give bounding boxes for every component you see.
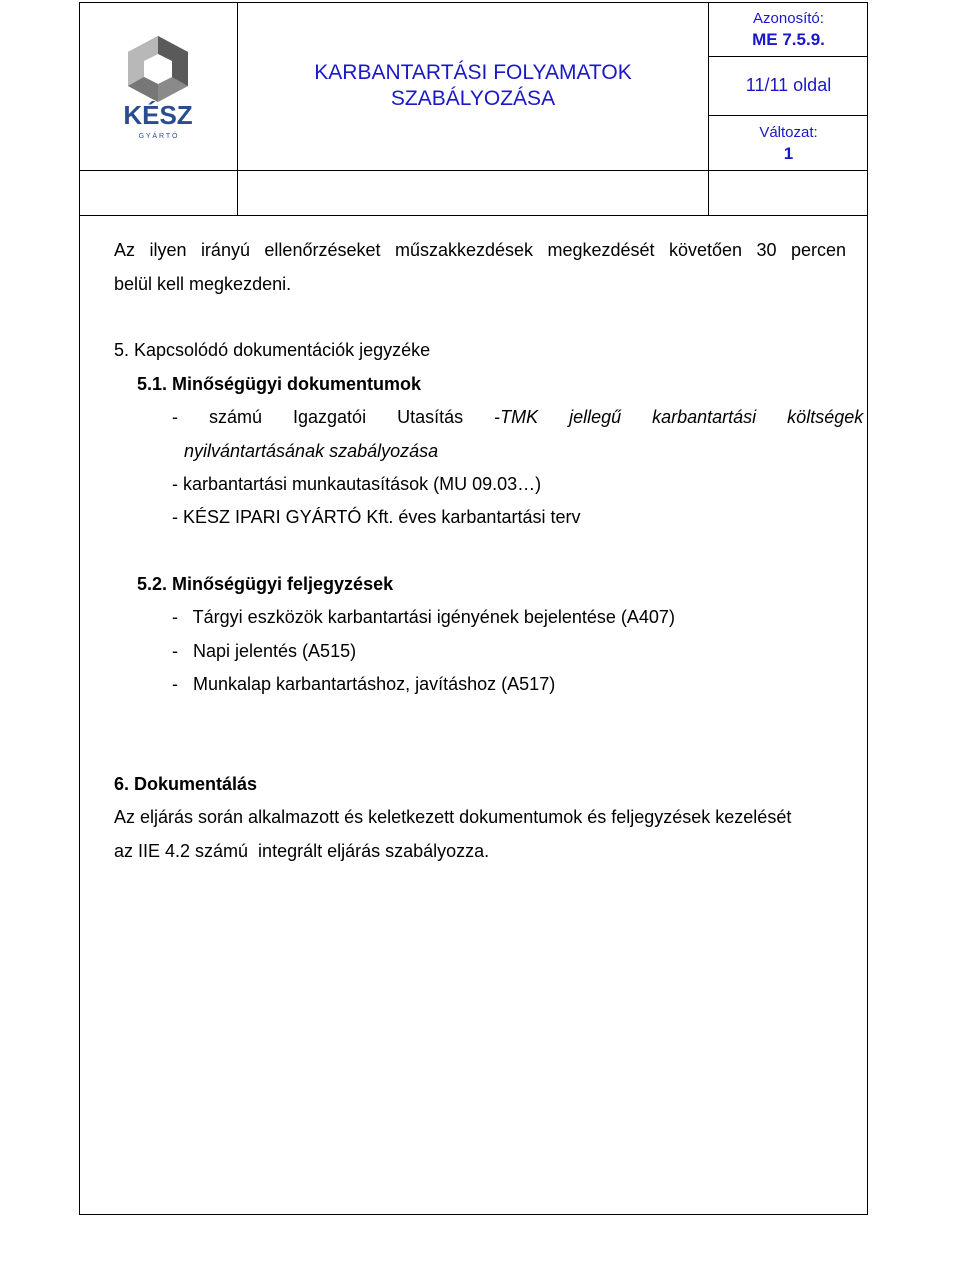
header-cell-line-1 [708,56,868,57]
section-5-2-item-2: - Napi jelentés (A515) [172,641,357,661]
section-5-heading: 5. Kapcsolódó dokumentációk jegyzéke [114,340,431,360]
section-5-1-item-1-cont: nyilvántartásának szabályozása [184,441,439,461]
page-number: 11/11 oldal [745,75,832,95]
section-5-1-item-3: - KÉSZ IPARI GYÁRTÓ Kft. éves karbantartási terv [172,507,581,527]
document-title [238,60,708,112]
section-5-1-item-1 [172,406,864,428]
header-cell-line-2 [708,115,868,116]
section-5-2-item-1: - Tárgyi eszközök karbantartási igényének bejelentése (A407) [172,607,675,627]
section-6-line-1: Az eljárás során alkalmazott és keletkezett dokumentumok és feljegyzések kezelését [114,807,792,827]
intro-line-1: Az ilyen irányú ellenőrzéseket műszakkezdések megkezdését követően 30 percen [114,240,846,260]
version-label: Változat: [759,124,818,141]
kesz-logo-icon [108,24,208,144]
logo-text: KÉSZ [123,100,193,130]
logo-subtext: G Y Á R T Ó [138,133,178,140]
header-row-line [79,170,868,171]
title-line-2: SZABÁLYOZÁSA [390,87,556,110]
title-line-1: KARBANTARTÁSI FOLYAMATOK [314,61,632,84]
id-value: ME 7.5.9. [752,30,825,49]
item-1-italic: TMK jellegű karbantartási költségek [500,407,864,427]
section-6-heading: 6. Dokumentálás [114,774,258,794]
version-value: 1 [783,144,794,163]
section-5-2-item-3: - Munkalap karbantartáshoz, javításhoz (A517) [172,674,556,694]
section-5-1-item-2: - karbantartási munkautasítások (MU 09.03…) [172,474,542,494]
section-5-1-heading: 5.1. Minőségügyi dokumentumok [137,374,422,394]
section-5-2-heading: 5.2. Minőségügyi feljegyzések [137,574,394,594]
company-logo [108,24,208,144]
intro-line-2: belül kell megkezdeni. [114,274,292,294]
item-1-prefix: - számú Igazgatói Utasítás - [172,407,501,427]
header-bottom-line [79,215,868,216]
section-6-line-2: az IIE 4.2 számú integrált eljárás szabályozza. [114,841,490,861]
id-label: Azonosító: [753,10,824,27]
